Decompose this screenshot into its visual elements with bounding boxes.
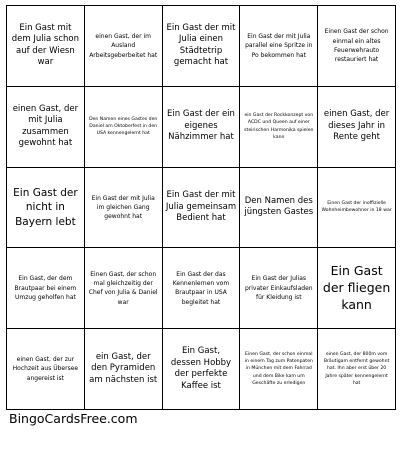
- bingo-cell-text: Ein Gast der mit Julia im gleichen Gang gewohnt hat: [91, 194, 155, 221]
- bingo-cell[interactable]: [318, 6, 396, 87]
- bingo-cell-text: Ein Gast der mit Julia gemeinsam Bedient hat: [165, 190, 237, 224]
- bingo-cell[interactable]: [318, 87, 396, 168]
- bingo-cell-text: Ein Gast der ein eigenes Nähzimmer hat: [167, 109, 235, 143]
- bingo-cell[interactable]: [163, 329, 241, 410]
- bingo-cell[interactable]: [240, 329, 318, 410]
- bingo-cell-text: ein Gast der Rockkonzept von ACDC und Queen auf einer steirischen Harmonika spielen kann: [244, 113, 314, 141]
- bingo-cell[interactable]: [163, 6, 241, 87]
- bingo-cell-text: Einen Gast, der schon einmal in einem Tag zum Patenpaten in München mit dem Fahrrad und dem Bike kam um Geschäfte zu erledigen: [244, 351, 313, 387]
- bingo-cell-text: Ein Gast, der dem Brautpaar bei einem Umzug geholfen hat: [14, 275, 77, 301]
- bingo-cell[interactable]: [85, 87, 163, 168]
- bingo-cell[interactable]: [85, 329, 163, 410]
- bingo-board: [6, 5, 396, 410]
- site-footer-label: BingoCardsFree.com: [9, 411, 138, 426]
- bingo-cell-text: Ein Gast der das Kennenlernen vom Brautpaar in USA begleitet hat: [172, 270, 230, 306]
- bingo-cell-text: ein Gast, der den Pyramiden am nächsten ist: [89, 351, 158, 385]
- bingo-cell-text: Einen Gast, der schon mal gleichzeitig der Chef von Julia & Daniel war: [88, 270, 158, 306]
- bingo-cell-text: Ein Gast, dessen Hobby der perfekte Kaffee ist: [170, 346, 232, 391]
- bingo-cell[interactable]: [85, 6, 163, 87]
- bingo-cell-text: einen Gast, der mit Julia zusammen gewohnt hat: [12, 103, 79, 149]
- bingo-cell[interactable]: [7, 87, 85, 168]
- bingo-cell-text: Einen Gast der schon einmal ein altes Feuerwehrauto restauriert hat: [324, 28, 389, 64]
- bingo-cell[interactable]: [7, 168, 85, 249]
- bingo-cell[interactable]: [318, 329, 396, 410]
- bingo-cell[interactable]: [163, 87, 241, 168]
- bingo-cell[interactable]: [7, 6, 85, 87]
- bingo-cell-text: einen Gast, der 800m vom Bräutigam entfernt gewohnt hat. Ihn aber erst über 20 Jahre später kennengelernt hat: [323, 351, 390, 387]
- bingo-cell-text: Ein Gast der fliegen kann: [322, 262, 391, 312]
- bingo-cell[interactable]: [240, 248, 318, 329]
- bingo-cell[interactable]: [85, 248, 163, 329]
- bingo-cell[interactable]: [163, 248, 241, 329]
- bingo-cell-text: Ein Gast der mit Julia einen Städtetrip gemacht hat: [166, 22, 236, 68]
- bingo-cell[interactable]: [240, 87, 318, 168]
- bingo-cell[interactable]: [318, 248, 396, 329]
- bingo-cell-text: Ein Gast der mit Julia parallel eine Spritze in Po bekommen hat: [245, 32, 313, 59]
- bingo-cell-text: Den Namen des jüngsten Gastes: [244, 196, 314, 218]
- bingo-cell-text: Einen Gast der inoffizielle Wohnheimbewohner in 18 war: [321, 201, 392, 214]
- bingo-cell[interactable]: [240, 168, 318, 249]
- bingo-cell-text: einen Gast, der zur Hochzeit aus Übersee angereist ist: [12, 356, 79, 382]
- bingo-cell-text: Ein Gast der Julias privater Einkaufsladen für Kleidung ist: [244, 275, 313, 301]
- bingo-cell-text: Den Namen eines Gastes den Daniel am Oktoberfest in den USA kennengelernt hat: [89, 116, 158, 137]
- bingo-cell-text: Ein Gast mit dem Julia schon auf der Wiesn war: [11, 22, 79, 68]
- bingo-cell[interactable]: [240, 6, 318, 87]
- bingo-cell-text: einen Gast, der dieses Jahr in Rente geht: [323, 109, 390, 143]
- bingo-cell-text: einen Gast, der im Ausland Arbeitsgeberbeitet hat: [89, 32, 158, 59]
- bingo-cell-text: Ein Gast der nicht in Bayern lebt: [13, 187, 78, 228]
- bingo-cell[interactable]: [7, 248, 85, 329]
- bingo-cell[interactable]: [85, 168, 163, 249]
- bingo-cell[interactable]: [163, 168, 241, 249]
- bingo-cell[interactable]: [7, 329, 85, 410]
- bingo-cell[interactable]: [318, 168, 396, 249]
